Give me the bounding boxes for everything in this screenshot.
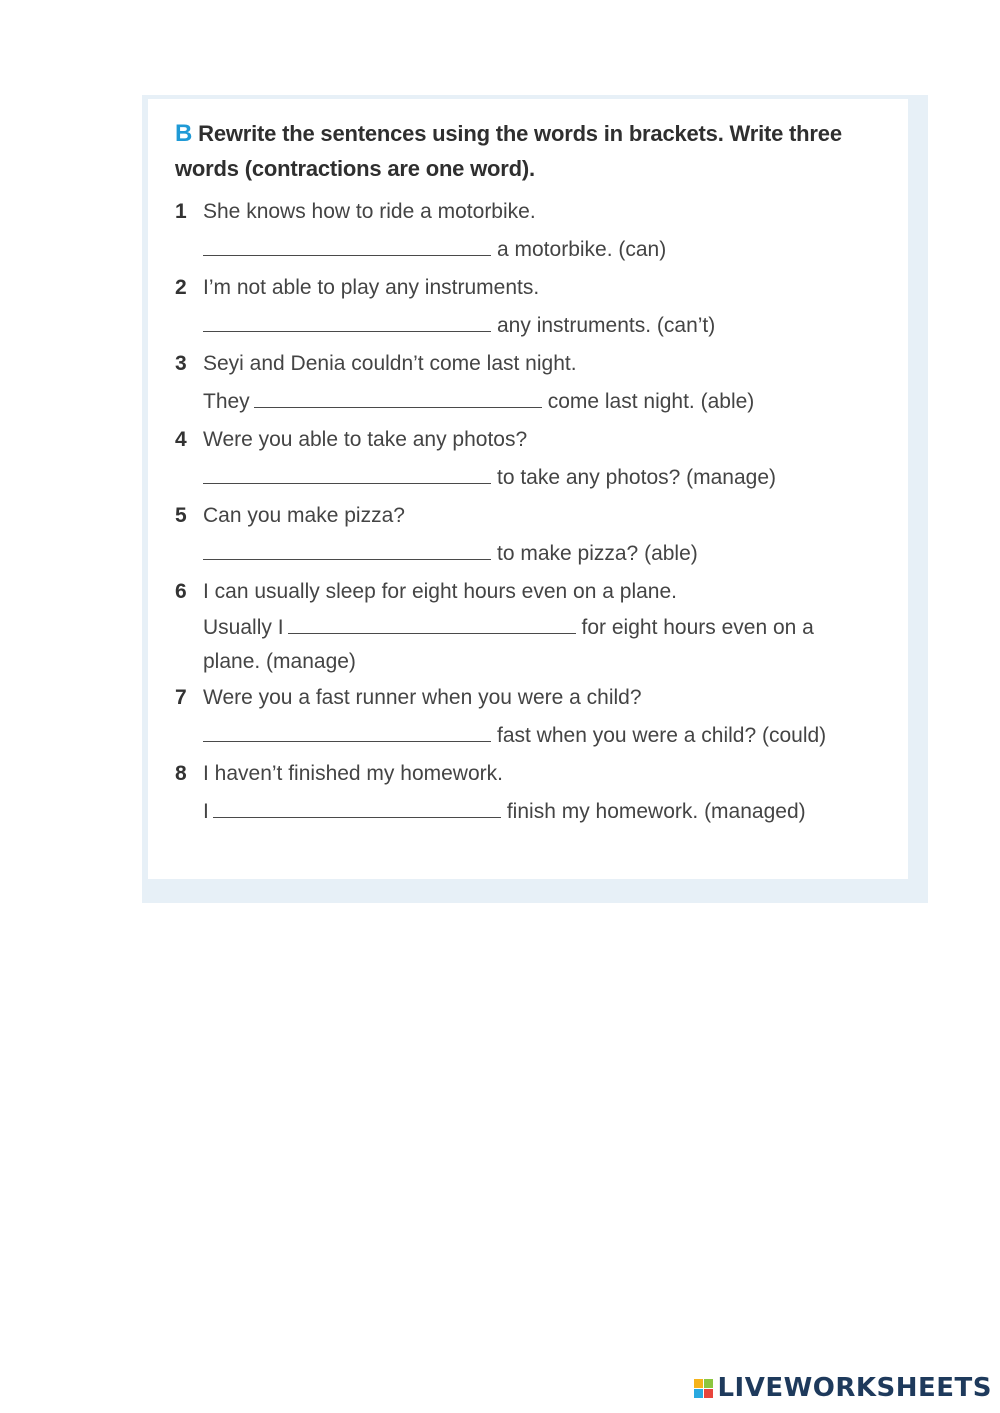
exercise-item-7 bbox=[175, 679, 875, 755]
item-number: 6 bbox=[175, 580, 187, 603]
exercise-item-2 bbox=[175, 269, 875, 345]
item-suffix: a motorbike. (can) bbox=[497, 238, 667, 261]
item-suffix: to take any photos? (manage) bbox=[497, 466, 777, 489]
item-answer-line bbox=[203, 459, 875, 497]
exercise-heading bbox=[175, 116, 875, 186]
item-answer-line bbox=[203, 535, 875, 573]
exercise-item-1 bbox=[175, 193, 875, 269]
item-suffix: come last night. (able) bbox=[547, 390, 755, 413]
item-number: 1 bbox=[175, 200, 187, 223]
answer-blank-7[interactable] bbox=[203, 719, 491, 742]
item-number: 7 bbox=[175, 686, 187, 709]
exercise-instruction: Rewrite the sentences using the words in brackets. Write three words (contractions are one word). bbox=[175, 121, 842, 181]
item-sentence: I can usually sleep for eight hours even on a plane. bbox=[203, 580, 677, 603]
item-sentence: Seyi and Denia couldn’t come last night. bbox=[203, 352, 577, 375]
item-number: 3 bbox=[175, 352, 187, 375]
liveworksheets-logo bbox=[694, 1373, 992, 1403]
answer-blank-3[interactable] bbox=[254, 385, 542, 408]
exercise-item-4 bbox=[175, 421, 875, 497]
item-sentence: Can you make pizza? bbox=[203, 504, 405, 527]
exercise-letter: B bbox=[175, 120, 193, 147]
item-sentence: I’m not able to play any instruments. bbox=[203, 276, 540, 299]
answer-blank-8[interactable] bbox=[213, 795, 501, 818]
item-prefix: They bbox=[203, 390, 250, 413]
answer-blank-5[interactable] bbox=[203, 537, 491, 560]
item-suffix: for eight hours even on a plane. (manage) bbox=[203, 616, 814, 673]
answer-blank-6[interactable] bbox=[288, 611, 576, 634]
item-sentence: Were you able to take any photos? bbox=[203, 428, 528, 451]
item-prefix: I bbox=[203, 800, 209, 823]
logo-mark-icon bbox=[694, 1379, 713, 1398]
item-number: 4 bbox=[175, 428, 187, 451]
item-answer-line bbox=[203, 611, 875, 679]
item-suffix: fast when you were a child? (could) bbox=[497, 724, 827, 747]
item-sentence: I haven’t finished my homework. bbox=[203, 762, 503, 785]
exercise-item-6 bbox=[175, 573, 875, 679]
item-number: 2 bbox=[175, 276, 187, 299]
item-prefix: Usually I bbox=[203, 616, 284, 639]
exercise-item-8 bbox=[175, 755, 875, 831]
item-answer-line bbox=[203, 717, 875, 755]
answer-blank-4[interactable] bbox=[203, 461, 491, 484]
item-number: 5 bbox=[175, 504, 187, 527]
item-number: 8 bbox=[175, 762, 187, 785]
item-sentence: She knows how to ride a motorbike. bbox=[203, 200, 536, 223]
item-suffix: any instruments. (can’t) bbox=[497, 314, 716, 337]
item-answer-line bbox=[203, 231, 875, 269]
exercise-content bbox=[175, 116, 875, 831]
item-sentence: Were you a fast runner when you were a child? bbox=[203, 686, 642, 709]
answer-blank-1[interactable] bbox=[203, 233, 491, 256]
logo-text: LIVEWORKSHEETS bbox=[717, 1373, 992, 1403]
exercise-item-5 bbox=[175, 497, 875, 573]
item-suffix: finish my homework. (managed) bbox=[506, 800, 806, 823]
item-answer-line bbox=[203, 383, 875, 421]
item-suffix: to make pizza? (able) bbox=[497, 542, 698, 565]
item-answer-line bbox=[203, 307, 875, 345]
answer-blank-2[interactable] bbox=[203, 309, 491, 332]
exercise-item-3 bbox=[175, 345, 875, 421]
item-answer-line bbox=[203, 793, 875, 831]
